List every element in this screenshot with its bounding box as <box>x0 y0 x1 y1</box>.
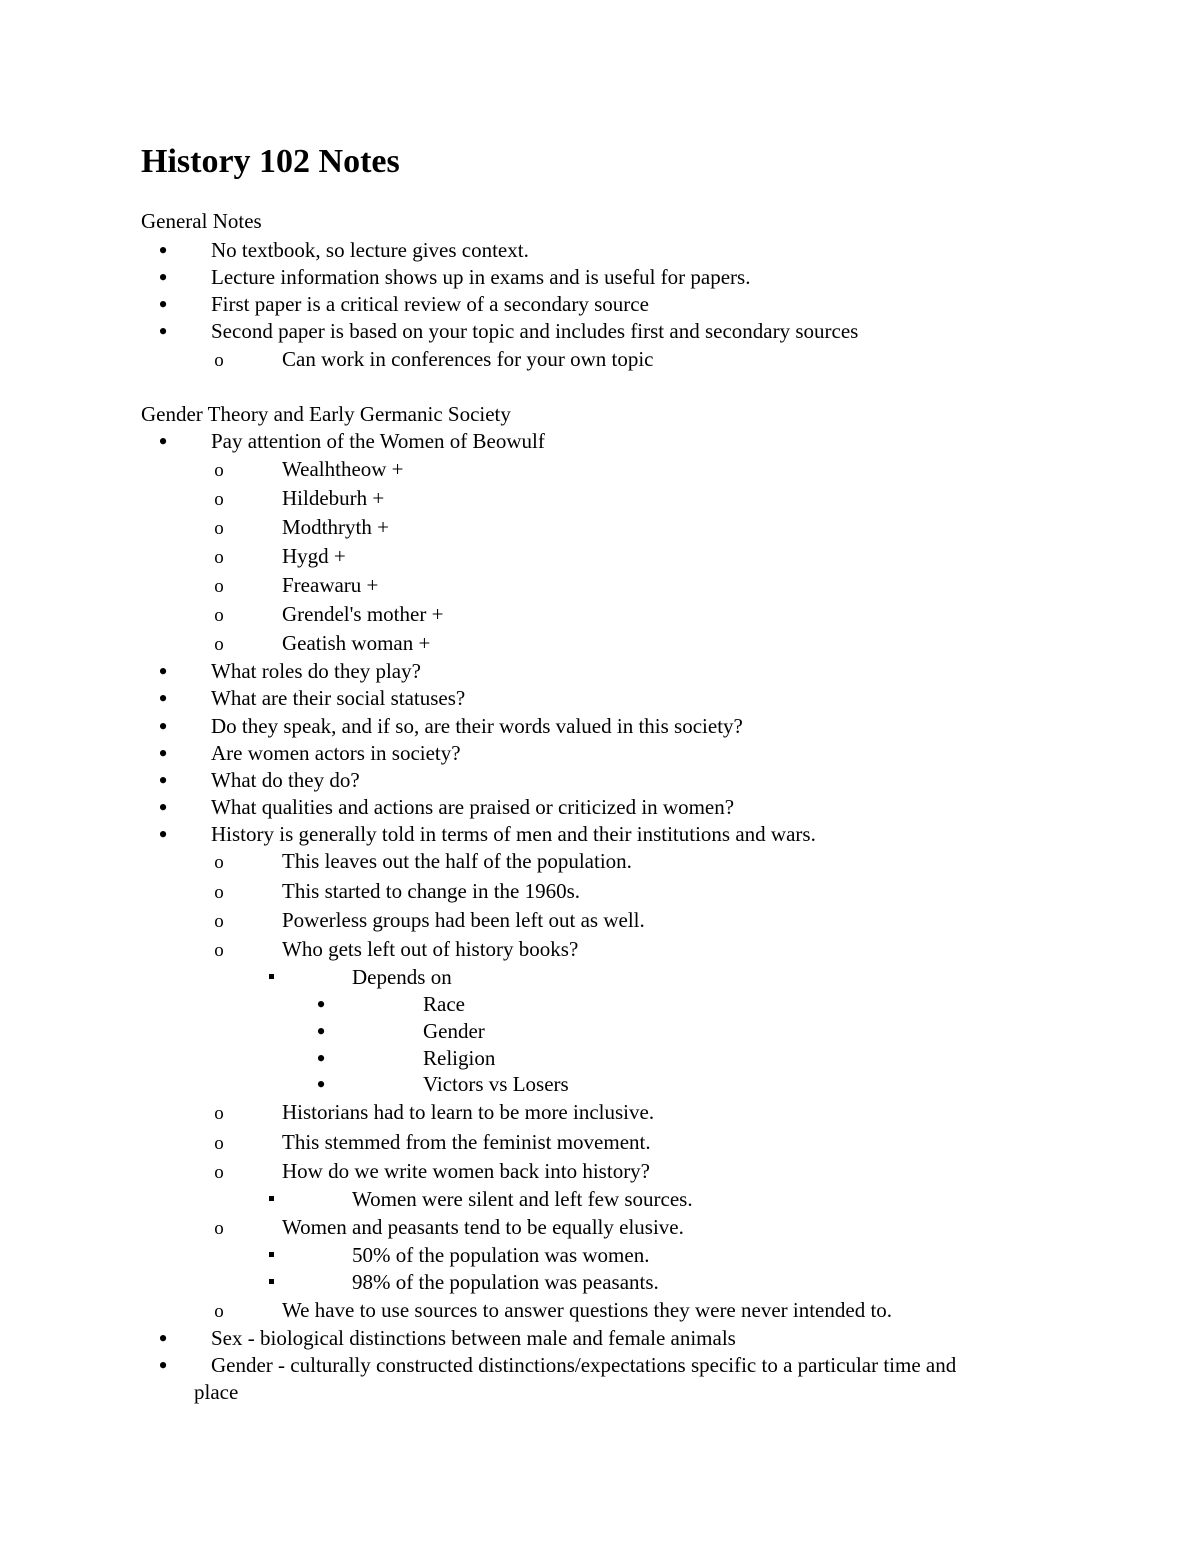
bullet-circle-icon <box>211 1129 227 1157</box>
bullet-disc-icon <box>155 264 171 293</box>
bullet-circle-icon <box>211 630 227 658</box>
section-heading: General Notes <box>141 209 262 233</box>
list-item: Pay attention of the Women of Beowulf <box>211 429 545 453</box>
list-item: Women were silent and left few sources. <box>352 1187 693 1211</box>
bullet-circle-icon <box>211 848 227 876</box>
bullet-disc-icon <box>313 991 329 1020</box>
bullet-circle-icon <box>211 878 227 906</box>
list-item: Can work in conferences for your own topic <box>282 347 654 371</box>
bullet-disc-icon <box>155 237 171 266</box>
bullet-square-icon <box>263 1242 279 1269</box>
list-item: Gender <box>423 1019 485 1043</box>
list-item: Geatish woman + <box>282 631 431 655</box>
list-item: We have to use sources to answer questions they were never intended to. <box>282 1298 893 1322</box>
bullet-disc-icon <box>155 713 171 742</box>
list-item: What are their social statuses? <box>211 686 466 710</box>
list-item: 50% of the population was women. <box>352 1243 650 1267</box>
bullet-circle-icon <box>211 543 227 571</box>
list-item: 98% of the population was peasants. <box>352 1270 659 1294</box>
bullet-circle-icon <box>211 572 227 600</box>
bullet-square-icon <box>263 964 279 991</box>
bullet-circle-icon <box>211 1099 227 1127</box>
list-item: Modthryth + <box>282 515 389 539</box>
list-item: Wealhtheow + <box>282 457 404 481</box>
list-item: Race <box>423 992 465 1016</box>
list-item: Do they speak, and if so, are their words valued in this society? <box>211 714 743 738</box>
list-item: This leaves out the half of the population. <box>282 849 632 873</box>
bullet-disc-icon <box>313 1018 329 1047</box>
bullet-disc-icon <box>155 821 171 850</box>
list-item: Second paper is based on your topic and includes first and secondary sources <box>211 319 859 343</box>
bullet-square-icon <box>263 1269 279 1296</box>
bullet-disc-icon <box>155 740 171 769</box>
bullet-disc-icon <box>155 1325 171 1354</box>
list-item: Powerless groups had been left out as well. <box>282 908 645 932</box>
bullet-circle-icon <box>211 485 227 513</box>
bullet-disc-icon <box>155 794 171 823</box>
list-item: Women and peasants tend to be equally elusive. <box>282 1215 684 1239</box>
bullet-disc-icon <box>155 428 171 457</box>
list-item-continuation: place <box>194 1380 239 1404</box>
bullet-circle-icon <box>211 1214 227 1242</box>
list-item: Victors vs Losers <box>423 1072 569 1096</box>
bullet-disc-icon <box>155 1352 171 1381</box>
bullet-circle-icon <box>211 907 227 935</box>
page-title: History 102 Notes <box>141 143 400 180</box>
list-item: Who gets left out of history books? <box>282 937 579 961</box>
list-item: Grendel's mother + <box>282 602 444 626</box>
list-item: Historians had to learn to be more inclusive. <box>282 1100 655 1124</box>
bullet-disc-icon <box>313 1071 329 1100</box>
list-item: Depends on <box>352 965 452 989</box>
bullet-disc-icon <box>155 767 171 796</box>
section-heading: Gender Theory and Early Germanic Society <box>141 402 511 426</box>
bullet-circle-icon <box>211 1158 227 1186</box>
bullet-disc-icon <box>155 685 171 714</box>
list-item: Gender - culturally constructed distinctions/expectations specific to a particular time and <box>211 1353 957 1377</box>
list-item: No textbook, so lecture gives context. <box>211 238 529 262</box>
list-item: What roles do they play? <box>211 659 421 683</box>
list-item: How do we write women back into history? <box>282 1159 651 1183</box>
list-item: Are women actors in society? <box>211 741 461 765</box>
list-item: History is generally told in terms of men and their institutions and wars. <box>211 822 816 846</box>
list-item: Religion <box>423 1046 496 1070</box>
list-item: Lecture information shows up in exams and is useful for papers. <box>211 265 751 289</box>
list-item: This started to change in the 1960s. <box>282 879 581 903</box>
list-item: This stemmed from the feminist movement. <box>282 1130 651 1154</box>
list-item: Hygd + <box>282 544 346 568</box>
list-item: First paper is a critical review of a secondary source <box>211 292 649 316</box>
bullet-circle-icon <box>211 936 227 964</box>
bullet-disc-icon <box>155 318 171 347</box>
bullet-square-icon <box>263 1186 279 1213</box>
bullet-circle-icon <box>211 1297 227 1325</box>
bullet-disc-icon <box>155 658 171 687</box>
bullet-circle-icon <box>211 456 227 484</box>
list-item: Freawaru + <box>282 573 379 597</box>
list-item: Hildeburh + <box>282 486 385 510</box>
list-item: What qualities and actions are praised or criticized in women? <box>211 795 735 819</box>
bullet-circle-icon <box>211 514 227 542</box>
bullet-circle-icon <box>211 346 227 374</box>
list-item: Sex - biological distinctions between male and female animals <box>211 1326 736 1350</box>
list-item: What do they do? <box>211 768 360 792</box>
bullet-disc-icon <box>155 291 171 320</box>
bullet-circle-icon <box>211 601 227 629</box>
